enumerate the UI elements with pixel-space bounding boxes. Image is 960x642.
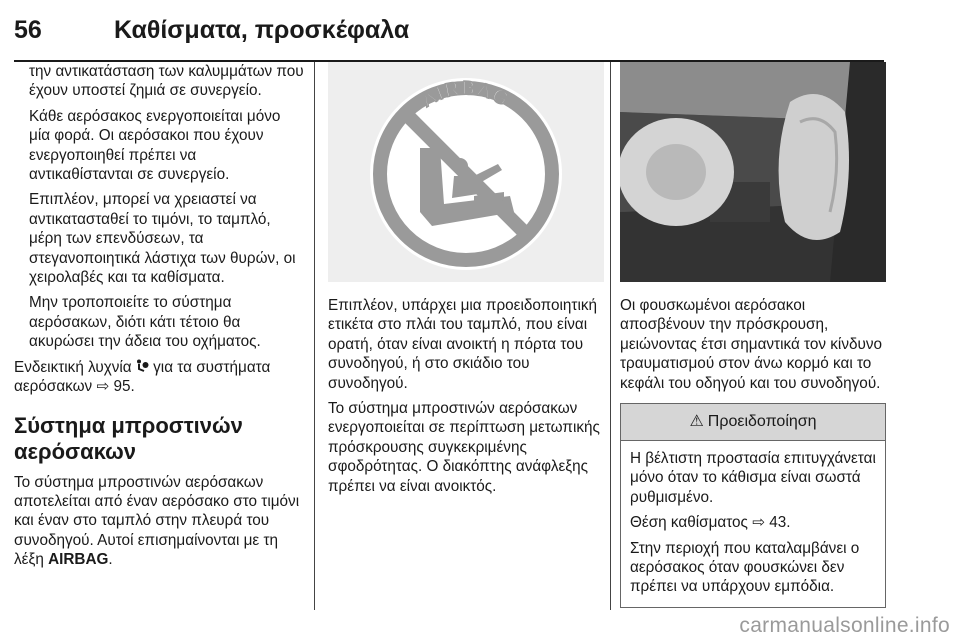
text-span: Το σύστημα μπροστινών αερόσακων αποτελείται από έναν αερόσακο στο τιμόνι και έναν στο ταμπλό στην πλευρά του συνοδηγού. Αυτοί επισημαίνονται με τη λέξη bbox=[14, 473, 300, 569]
text-span: για τα συστήματα αερόσακων bbox=[14, 358, 271, 396]
section-heading: Σύστημα μπροστινών αερόσακων bbox=[14, 412, 243, 464]
column-right bbox=[620, 62, 886, 608]
paragraph: Επιπλέον, μπορεί να χρειαστεί να αντικατασταθεί το τιμόνι, το ταμπλό, μέρη των επενδύσεων, τα στεγανοποιητικά λάστιχα των θυρών, οι χειρολαβές και τα καθίσματα. bbox=[29, 191, 296, 287]
column-divider bbox=[314, 62, 315, 610]
reference-arrow-icon[interactable]: ⇨ bbox=[96, 378, 110, 396]
paragraph-indicator bbox=[14, 358, 304, 397]
car-interior-image bbox=[620, 62, 886, 282]
warning-body bbox=[621, 441, 885, 607]
paragraph bbox=[14, 473, 304, 570]
text-span: . bbox=[108, 551, 113, 569]
paragraph: Στην περιοχή που καταλαμβάνει ο αερόσακος όταν φουσκώνει δεν πρέπει να υπάρχουν εμπόδια. bbox=[630, 539, 860, 596]
paragraph: Επιπλέον, υπάρχει μια προειδοποιητική ετικέτα στο πλάι του ταμπλό, που είναι ορατή, όταν είναι ανοικτή η πόρτα του συνοδηγού, ή στο σκιάδιο του συνοδηγού. bbox=[328, 297, 598, 392]
passenger-airbag bbox=[779, 94, 849, 240]
warning-triangle-icon: ⚠ bbox=[689, 413, 704, 431]
page-reference[interactable]: 43. bbox=[769, 514, 791, 532]
warning-header bbox=[621, 404, 885, 441]
column-left bbox=[14, 62, 304, 576]
paragraph: Η βέλτιστη προστασία επιτυγχάνεται μόνο όταν το κάθισμα είναι σωστά ρυθμισμένο. bbox=[630, 450, 876, 506]
text-span: Θέση καθίσματος bbox=[630, 514, 748, 532]
warning-box bbox=[620, 403, 886, 608]
paragraph: Οι φουσκωμένοι αερόσακοι αποσβένουν την πρόσκρουση, μειώνοντας έτσι σημαντικά τον κίνδυνο τραυματισμού στον άνω κορμό και το κεφάλι του οδηγού και του συνοδηγού. bbox=[620, 297, 883, 392]
paragraph: Μην τροποποιείτε το σύστημα αερόσακων, διότι κάτι τέτοιο θα ακυρώσει την άδεια του οχήματος. bbox=[29, 294, 261, 351]
no-child-seat-sign bbox=[328, 62, 604, 282]
airbag-arc-text: AIRBAG bbox=[418, 78, 514, 112]
text-span: Ενδεικτική λυχνία bbox=[14, 358, 132, 376]
page-title: Καθίσματα, προσκέφαλα bbox=[114, 15, 410, 44]
page-number: 56 bbox=[14, 15, 42, 44]
paragraph: την αντικατάσταση των καλυμμάτων που έχουν υποστεί ζημιά σε συνεργείο. bbox=[29, 63, 304, 100]
reference-arrow-icon[interactable]: ⇨ bbox=[752, 514, 766, 532]
column-divider bbox=[610, 62, 611, 610]
page-header bbox=[14, 0, 884, 62]
paragraph: Κάθε αερόσακος ενεργοποιείται μόνο μία φορά. Οι αερόσακοι που έχουν ενεργοποιηθεί πρέπει να αντικαθίστανται σε συνεργείο. bbox=[29, 107, 281, 184]
page-reference[interactable]: 95. bbox=[113, 378, 135, 396]
watermark: carmanualsonline.info bbox=[739, 614, 950, 637]
paragraph bbox=[630, 513, 877, 532]
paragraph: Το σύστημα μπροστινών αερόσακων ενεργοποιείται σε περίπτωση μετωπικής πρόσκρουσης συγκεκριμένης σφοδρότητας. Ο διακόπτης ανάφλεξης πρέπει να είναι ανοικτός. bbox=[328, 400, 600, 495]
airbag-warning-illustration bbox=[328, 62, 604, 282]
column-middle bbox=[328, 62, 604, 502]
inflated-airbags-photo bbox=[620, 62, 886, 282]
warning-title: Προειδοποίηση bbox=[707, 413, 817, 431]
airbag-warning-icon bbox=[136, 359, 149, 373]
airbag-word: AIRBAG bbox=[48, 551, 109, 569]
